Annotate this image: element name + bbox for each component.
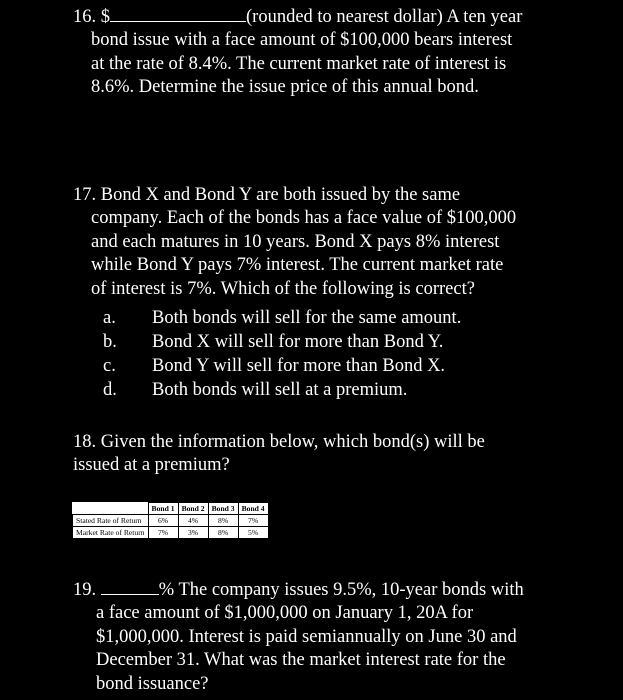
option-text: Bond X will sell for more than Bond Y. (152, 332, 444, 352)
option-letter: b. (103, 332, 117, 352)
table-cell: 7% (238, 515, 268, 527)
table-header: Bond 2 (178, 503, 208, 515)
question-19-number: 19. (73, 580, 97, 600)
answer-blank (110, 5, 246, 22)
table-header: Bond 4 (238, 503, 268, 515)
question-19-line: $1,000,000. Interest is paid semiannually on June 30 and (96, 626, 517, 647)
question-16-number: 16. $ (73, 7, 110, 27)
option-text: Both bonds will sell for the same amount. (152, 308, 462, 328)
table-row (73, 527, 269, 539)
table-cell: 5% (238, 527, 268, 539)
option-letter: a. (103, 308, 116, 328)
option-text: Both bonds will sell at a premium. (152, 380, 408, 400)
row-label: Market Rate of Return (73, 527, 149, 539)
table-header: Bond 3 (208, 503, 238, 515)
question-17-line: of interest is 7%. Which of the following is correct? (91, 278, 475, 299)
question-18-line: issued at a premium? (73, 455, 230, 476)
question-19 (73, 578, 524, 696)
question-17-line: 17. Bond X and Bond Y are both issued by the same (73, 185, 461, 205)
question-16-first-line (73, 5, 522, 29)
table-cell: 3% (178, 527, 208, 539)
option-letter: d. (103, 380, 117, 400)
option-text: Bond Y will sell for more than Bond X. (152, 356, 446, 376)
question-17-line: and each matures in 10 years. Bond X pays 8% interest (91, 231, 500, 252)
question-19-line: a face amount of $1,000,000 on January 1, 20A for (96, 603, 474, 624)
question-19-line: bond issuance? (96, 673, 209, 694)
question-16-line: at the rate of 8.4%. The current market rate of interest is (91, 53, 507, 74)
question-16-line: bond issue with a face amount of $100,000 bears interest (91, 30, 513, 51)
question-17 (73, 184, 516, 301)
question-16 (73, 5, 522, 100)
table-row (73, 515, 269, 527)
table-cell: 6% (148, 515, 178, 527)
table-cell: 4% (178, 515, 208, 527)
question-19-suffix: % The company issues 9.5%, 10-year bonds with (158, 580, 524, 600)
option-letter: c. (103, 356, 116, 376)
question-19-line: December 31. What was the market interest rate for the (96, 650, 506, 671)
row-label: Stated Rate of Return (73, 515, 149, 527)
question-19-first-line (73, 578, 524, 602)
table-cell: 8% (208, 515, 238, 527)
question-18 (73, 431, 485, 478)
table-cell: 8% (208, 527, 238, 539)
question-17-line: company. Each of the bonds has a face value of $100,000 (91, 208, 517, 229)
table-cell: 7% (148, 527, 178, 539)
question-16-line: 8.6%. Determine the issue price of this annual bond. (91, 77, 479, 98)
bond-rates-table (72, 502, 269, 539)
table-header-row (73, 503, 269, 515)
question-16-suffix: (rounded to nearest dollar) A ten year (246, 7, 523, 27)
table-header: Bond 1 (148, 503, 178, 515)
question-17-line: while Bond Y pays 7% interest. The current market rate (91, 255, 504, 276)
question-18-line: 18. Given the information below, which bond(s) will be (73, 432, 485, 452)
table-corner (73, 503, 149, 515)
answer-blank (101, 578, 159, 595)
